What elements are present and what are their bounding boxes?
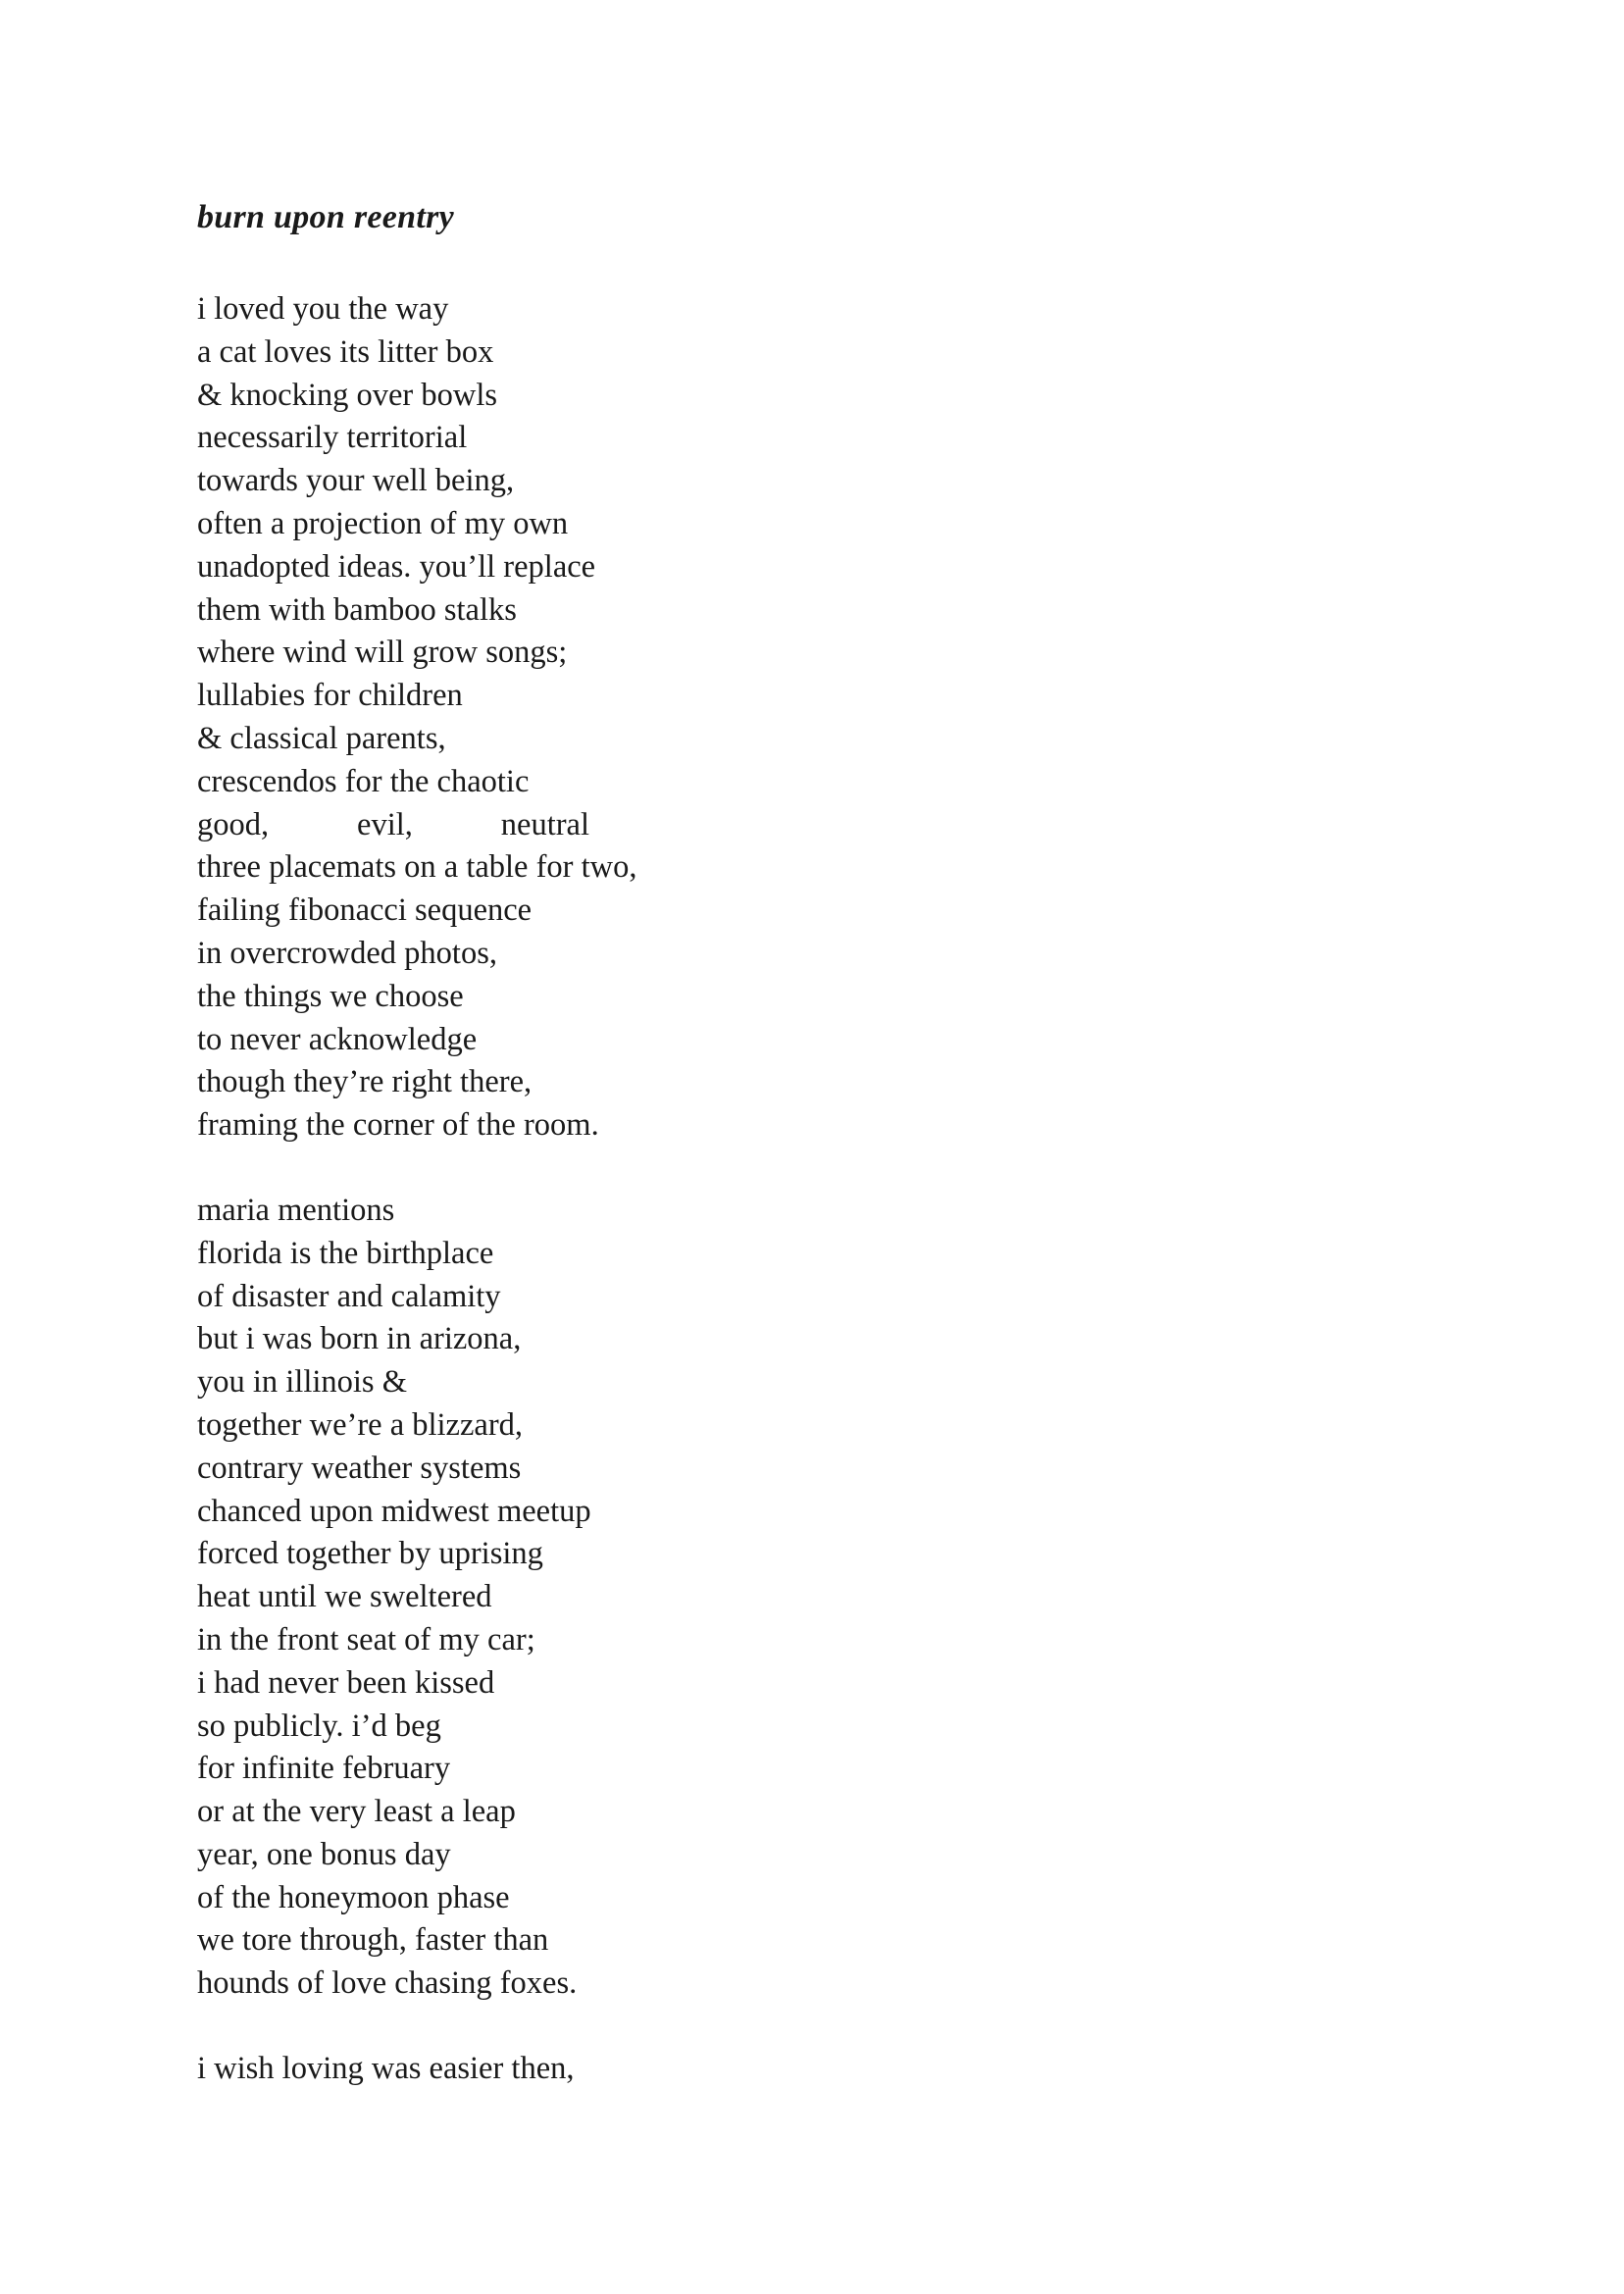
spread-word-good: good, (197, 806, 270, 842)
poem-line: three placemats on a table for two, (197, 849, 637, 886)
poem-line: i had never been kissed (197, 1664, 495, 1701)
poem-line: we tore through, faster than (197, 1922, 549, 1959)
poem-line: & knocking over bowls (197, 377, 498, 413)
poem-line: for infinite february (197, 1751, 451, 1787)
poem-line: necessarily territorial (197, 420, 468, 456)
poem-line: & classical parents, (197, 720, 446, 756)
poem-line: florida is the birthplace (197, 1235, 494, 1271)
poem-line: you in illinois & (197, 1364, 407, 1401)
poem-line: failing fibonacci sequence (197, 892, 533, 929)
poem-line: i wish loving was easier then, (197, 2051, 575, 2087)
poem-line: hounds of love chasing foxes. (197, 1965, 578, 2002)
poem-line: but i was born in arizona, (197, 1321, 522, 1357)
poem-line: i loved you the way (197, 291, 449, 327)
stanza-2 (197, 1190, 1374, 2006)
poem-line: of the honeymoon phase (197, 1879, 510, 1915)
poem-line: in the front seat of my car; (197, 1621, 535, 1657)
poem-line: to never acknowledge (197, 1021, 478, 1057)
poem-line: forced together by uprising (197, 1536, 543, 1572)
spread-word-neutral: neutral (500, 806, 589, 842)
poem-line: year, one bonus day (197, 1836, 451, 1872)
poem-line: heat until we sweltered (197, 1579, 492, 1615)
poem-line: often a projection of my own (197, 505, 569, 541)
poem-line: them with bamboo stalks (197, 591, 517, 628)
stanza-1 (197, 288, 1374, 1147)
poem-line: contrary weather systems (197, 1450, 522, 1486)
poem-line: where wind will grow songs; (197, 635, 568, 671)
stanza-3 (197, 2048, 1374, 2091)
poem-line: in overcrowded photos, (197, 935, 497, 971)
spread-word-evil: evil, (357, 806, 413, 842)
poem-line: lullabies for children (197, 678, 463, 714)
poem-line: or at the very least a leap (197, 1794, 516, 1830)
poem-line: a cat loves its litter box (197, 333, 494, 370)
poem-line: so publicly. i’d beg (197, 1708, 441, 1744)
poem-line: maria mentions (197, 1192, 395, 1228)
poem-line: though they’re right there, (197, 1064, 533, 1100)
poem-line: unadopted ideas. you’ll replace (197, 548, 596, 585)
poem-line: together we’re a blizzard, (197, 1406, 524, 1443)
poem-title: burn upon reentry (197, 199, 455, 235)
poem (197, 196, 1374, 2133)
poem-line: chanced upon midwest meetup (197, 1493, 591, 1529)
poem-line: of disaster and calamity (197, 1278, 501, 1314)
poem-line: towards your well being, (197, 463, 515, 499)
poem-line: crescendos for the chaotic (197, 763, 530, 799)
poem-line-spread (197, 804, 589, 847)
poem-line: the things we choose (197, 978, 464, 1014)
poem-line: framing the corner of the room. (197, 1107, 599, 1144)
